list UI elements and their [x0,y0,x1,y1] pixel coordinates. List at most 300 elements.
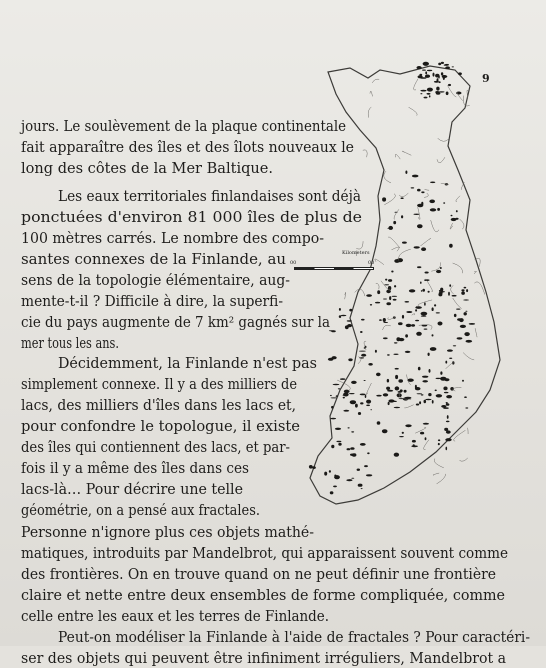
lake-mark [457,337,463,339]
lake-mark [351,478,354,479]
lake-mark [409,289,415,292]
text-line: long des côtes de la Mer Baltique. [21,161,273,177]
river-mark [355,289,365,296]
lake-mark [366,405,370,407]
lake-mark [331,406,333,409]
river-mark [402,151,411,155]
lake-mark [444,392,449,394]
lake-mark [343,410,349,412]
lake-mark [351,381,357,384]
lake-mark [425,71,427,74]
river-mark [437,157,445,163]
lake-mark [436,378,441,379]
lake-mark [425,75,430,78]
lake-mark [421,316,427,317]
lake-mark [405,171,407,174]
river-mark [431,220,439,232]
lake-mark [382,429,388,433]
lake-mark [367,452,370,454]
lake-mark [464,287,467,289]
lake-mark [425,272,429,274]
lake-mark [425,437,427,440]
lake-mark [394,453,399,457]
river-mark [467,428,468,434]
lake-mark [443,387,447,391]
lake-mark [420,93,422,94]
lake-mark [427,88,433,92]
lake-mark [393,221,396,224]
lake-mark [436,92,441,95]
lake-mark [402,242,407,244]
lake-mark [417,189,421,192]
lake-mark [351,431,354,432]
lake-mark [443,76,445,80]
lake-mark [464,396,467,398]
lake-mark [401,215,403,218]
lake-mark [465,407,468,408]
lake-mark [446,447,448,451]
lake-mark [366,474,372,476]
lake-mark [383,318,386,322]
lake-mark [370,409,372,410]
lake-mark [360,394,366,396]
lake-mark [438,443,440,445]
text-line: lacs-là… Pour décrire une telle [21,482,243,498]
lake-mark [415,309,417,311]
lake-mark [375,302,380,304]
lake-mark [424,329,428,330]
lake-mark [430,182,435,184]
river-mark [421,238,431,246]
lake-mark [385,279,387,281]
lake-mark [366,294,372,297]
lake-mark [339,308,341,311]
lake-mark [336,395,338,397]
lake-mark [331,445,334,448]
text-line: cie du pays augmente de 7 km² gagnés sur la [21,315,330,331]
lake-mark [429,95,431,97]
river-mark [450,223,453,229]
lake-mark [405,351,411,353]
lake-mark [388,279,392,282]
lake-mark [444,64,448,65]
lake-mark [443,202,445,204]
river-mark [463,353,474,360]
lake-mark [329,470,331,473]
lake-mark [415,385,417,389]
lake-mark [405,301,410,303]
lake-mark [394,407,400,408]
lake-mark [452,66,454,67]
lake-mark [435,74,439,78]
lake-mark [440,377,446,381]
lake-mark [453,345,456,346]
lake-mark [420,282,422,284]
lake-mark [416,306,418,308]
text-line: ponctuées d'environ 81 000 îles de plus de [21,210,362,226]
text-line: Décidemment, la Finlande n'est pas [58,356,317,372]
lake-mark [436,270,441,273]
rivers-pattern [337,79,485,484]
river-mark [456,196,460,202]
lake-mark [469,323,475,325]
lake-mark [405,334,408,337]
lake-mark [324,472,327,476]
lake-mark [445,66,450,69]
lake-mark [386,302,391,305]
lake-mark [417,393,422,394]
lake-mark [440,267,442,269]
lake-mark [412,440,416,443]
lake-mark [449,244,453,248]
lake-mark [423,423,429,425]
lake-mark [333,384,340,385]
river-mark [364,341,366,350]
river-mark [404,405,413,408]
lake-mark [358,484,363,487]
lake-mark [360,331,363,333]
lake-mark [456,309,460,310]
page-number: 9 [482,72,490,85]
lake-mark [418,75,423,78]
lake-mark [347,479,352,481]
lake-mark [349,393,355,394]
river-mark [451,285,454,294]
lake-mark [434,304,436,306]
lake-mark [408,379,412,381]
lake-mark [458,72,462,75]
lake-mark [436,312,440,313]
lake-mark [412,175,419,178]
lake-mark [449,358,452,359]
lake-mark [361,354,366,357]
lake-mark [395,368,399,370]
lake-mark [388,226,393,230]
lake-mark [368,363,372,366]
lake-mark [452,295,457,297]
river-mark [412,314,415,316]
lake-mark [359,351,366,352]
lake-mark [432,334,434,336]
lake-mark [360,443,366,446]
lake-mark [430,347,437,351]
lake-mark [387,354,390,355]
lake-mark [427,93,431,95]
river-mark [366,383,371,395]
lake-mark [338,388,341,389]
lake-mark [427,70,432,71]
lake-mark [441,405,446,408]
lake-mark [402,315,404,319]
lake-mark [347,320,352,321]
river-mark [418,207,420,219]
lake-mark [402,432,404,434]
lake-mark [411,324,415,327]
text-line: mer tous les ans. [21,336,119,352]
lake-mark [422,70,426,71]
lake-mark [465,311,467,312]
lake-mark [384,284,389,285]
river-mark [384,171,391,183]
lake-mark [448,292,450,296]
scale-left-label: 00 [290,260,297,266]
lake-mark [404,390,407,393]
lake-mark [330,395,332,396]
lake-mark [393,354,398,355]
lake-mark [424,97,428,99]
lake-mark [343,393,349,397]
lake-mark [416,332,422,336]
lake-mark [415,320,419,322]
lake-mark [448,84,451,86]
lake-mark [456,210,458,212]
lake-mark [330,418,336,420]
river-mark [399,193,408,197]
lake-mark [348,427,350,428]
lake-mark [399,436,404,437]
map-scale-bar [290,250,380,272]
lake-mark [446,421,450,423]
lake-mark [464,312,467,315]
lake-mark [394,285,396,287]
lake-mark [414,246,420,248]
river-mark [460,219,464,229]
lake-mark [396,337,400,341]
river-mark [394,209,399,219]
lake-mark [377,290,380,294]
scale-title: Kilometers [342,250,370,256]
lake-mark [417,224,423,228]
lake-mark [464,332,469,336]
lake-mark [383,299,387,300]
lake-mark [389,296,391,300]
text-line: celle entre les eaux et les terres de Finlande. [21,609,329,625]
lake-mark [334,475,340,479]
lake-mark [462,380,464,382]
lake-mark [424,63,426,64]
river-mark [424,193,428,197]
lake-mark [328,358,334,361]
lake-mark [338,443,341,446]
lake-mark [398,322,403,325]
lake-mark [349,309,352,312]
text-line: Peut-on modéliser la Finlande à l'aide de fractales ? Pour caractéri- [58,630,530,646]
text-line: claire et nette entre deux ensembles de forme compliquée, comme [21,588,505,604]
lake-mark [360,402,363,404]
lake-mark [413,214,419,215]
text-line: simplement connexe. Il y a des milliers de [21,377,297,393]
lake-mark [383,393,388,396]
lake-mark [446,402,448,404]
river-mark [425,190,430,191]
lake-mark [420,90,426,92]
lake-mark [436,394,442,397]
text-line: ser des objets qui peuvent être infiniment irréguliers, Mandelbrot a [21,651,506,667]
lake-mark [438,63,441,66]
river-mark [453,298,462,309]
lake-mark [418,367,421,371]
river-mark [453,263,463,273]
lake-mark [391,271,393,273]
lake-mark [441,72,443,75]
text-line: jours. Le soulèvement de la plaque continentale [21,119,346,135]
lake-mark [330,491,334,494]
lake-mark [379,319,382,321]
text-line: sens de la topologie élémentaire, aug- [21,273,290,289]
lake-mark [445,438,451,441]
lake-mark [405,397,412,399]
lake-mark [331,397,337,398]
river-mark [345,292,346,299]
lake-mark [429,200,435,204]
lake-mark [421,290,423,292]
lake-mark [417,66,422,69]
lake-mark [425,399,431,400]
river-mark [409,107,418,115]
lake-mark [339,315,341,318]
lake-mark [364,465,368,467]
river-mark [475,328,477,337]
text-line: mente-t-il ? Difficile à dire, la superfi- [21,294,283,310]
lake-mark [455,218,458,220]
lake-mark [428,393,431,396]
lake-mark [413,444,415,446]
river-mark [395,154,400,159]
lake-mark [365,395,367,398]
lake-mark [446,430,451,433]
lake-mark [364,380,366,381]
lake-mark [406,311,412,313]
lake-mark [392,296,398,297]
scale-right-label: 00 [368,260,375,266]
lake-mark [388,399,394,402]
lake-mark [350,400,356,404]
lake-mark [376,395,381,397]
lake-mark [439,91,445,92]
lake-mark [417,204,423,207]
lake-mark [430,208,436,211]
lake-mark [375,350,377,353]
lake-mark [428,353,430,356]
lake-mark [438,439,440,441]
text-line: fait apparaître des îles et des îlots nouveaux le [21,140,354,156]
lake-mark [383,322,388,323]
lake-mark [461,289,464,291]
river-mark [388,237,400,248]
lake-mark [361,488,363,489]
lake-mark [433,73,435,77]
lake-mark [401,197,404,199]
lake-mark [420,432,424,435]
river-mark [434,459,444,468]
lake-mark [417,266,421,268]
lake-mark [398,379,403,382]
river-mark [474,271,476,274]
lake-mark [350,454,355,456]
text-line: Personne n'ignore plus ces objets mathé- [21,525,314,541]
lake-mark [432,400,434,404]
text-line: Les eaux territoriales finlandaises sont déjà [58,189,361,205]
lake-mark [459,318,464,322]
lake-mark [461,291,465,295]
lake-mark [439,292,443,294]
lake-mark [422,380,428,382]
river-mark [363,150,367,157]
lake-mark [341,315,347,316]
lake-mark [312,466,316,469]
lake-mark [355,404,358,408]
lake-mark [437,208,440,211]
lake-mark [366,400,371,404]
river-mark [376,283,379,289]
lake-mark [441,62,444,64]
lake-mark [406,324,412,327]
text-line: fois il y a même des îles dans ces [21,461,249,477]
lake-mark [348,358,352,361]
lake-mark [445,361,447,364]
lake-mark [438,322,443,326]
lake-mark [463,299,469,300]
lake-mark [451,215,453,217]
river-mark [426,279,433,292]
lake-mark [416,404,419,406]
text-line: pour confondre le topologue, il existe [21,419,300,435]
lake-mark [350,447,354,450]
lake-mark [357,469,360,471]
lake-mark [335,428,341,430]
lake-mark [347,324,352,327]
lake-mark [395,386,400,390]
lake-mark [421,191,424,193]
lake-mark [446,92,449,96]
lake-mark [446,395,452,398]
lake-mark [358,412,361,415]
river-mark [372,79,379,83]
lake-mark [466,289,468,292]
lake-mark [460,325,466,328]
lake-mark [347,448,351,450]
lake-mark [446,403,450,406]
river-mark [370,91,373,96]
lake-mark [405,424,411,427]
lake-mark [439,81,441,83]
lake-mark [423,62,429,66]
river-mark [356,241,363,249]
river-mark [446,363,454,369]
lake-mark [393,299,397,301]
river-mark [460,458,468,461]
lake-mark [382,197,386,201]
lake-mark [361,319,365,321]
river-mark [424,440,429,450]
lake-mark [343,397,345,399]
lake-mark [421,394,424,395]
lake-mark [466,340,473,343]
lake-mark [421,312,428,316]
river-mark [368,107,371,118]
river-mark [438,138,449,141]
river-mark [392,247,400,251]
lake-mark [440,371,442,374]
river-mark [437,474,446,484]
lake-mark [424,400,427,403]
lake-mark [387,379,389,383]
lake-mark [447,415,449,419]
river-mark [453,387,462,391]
lake-mark [421,247,426,251]
river-mark [414,79,418,90]
lake-mark [340,378,345,380]
